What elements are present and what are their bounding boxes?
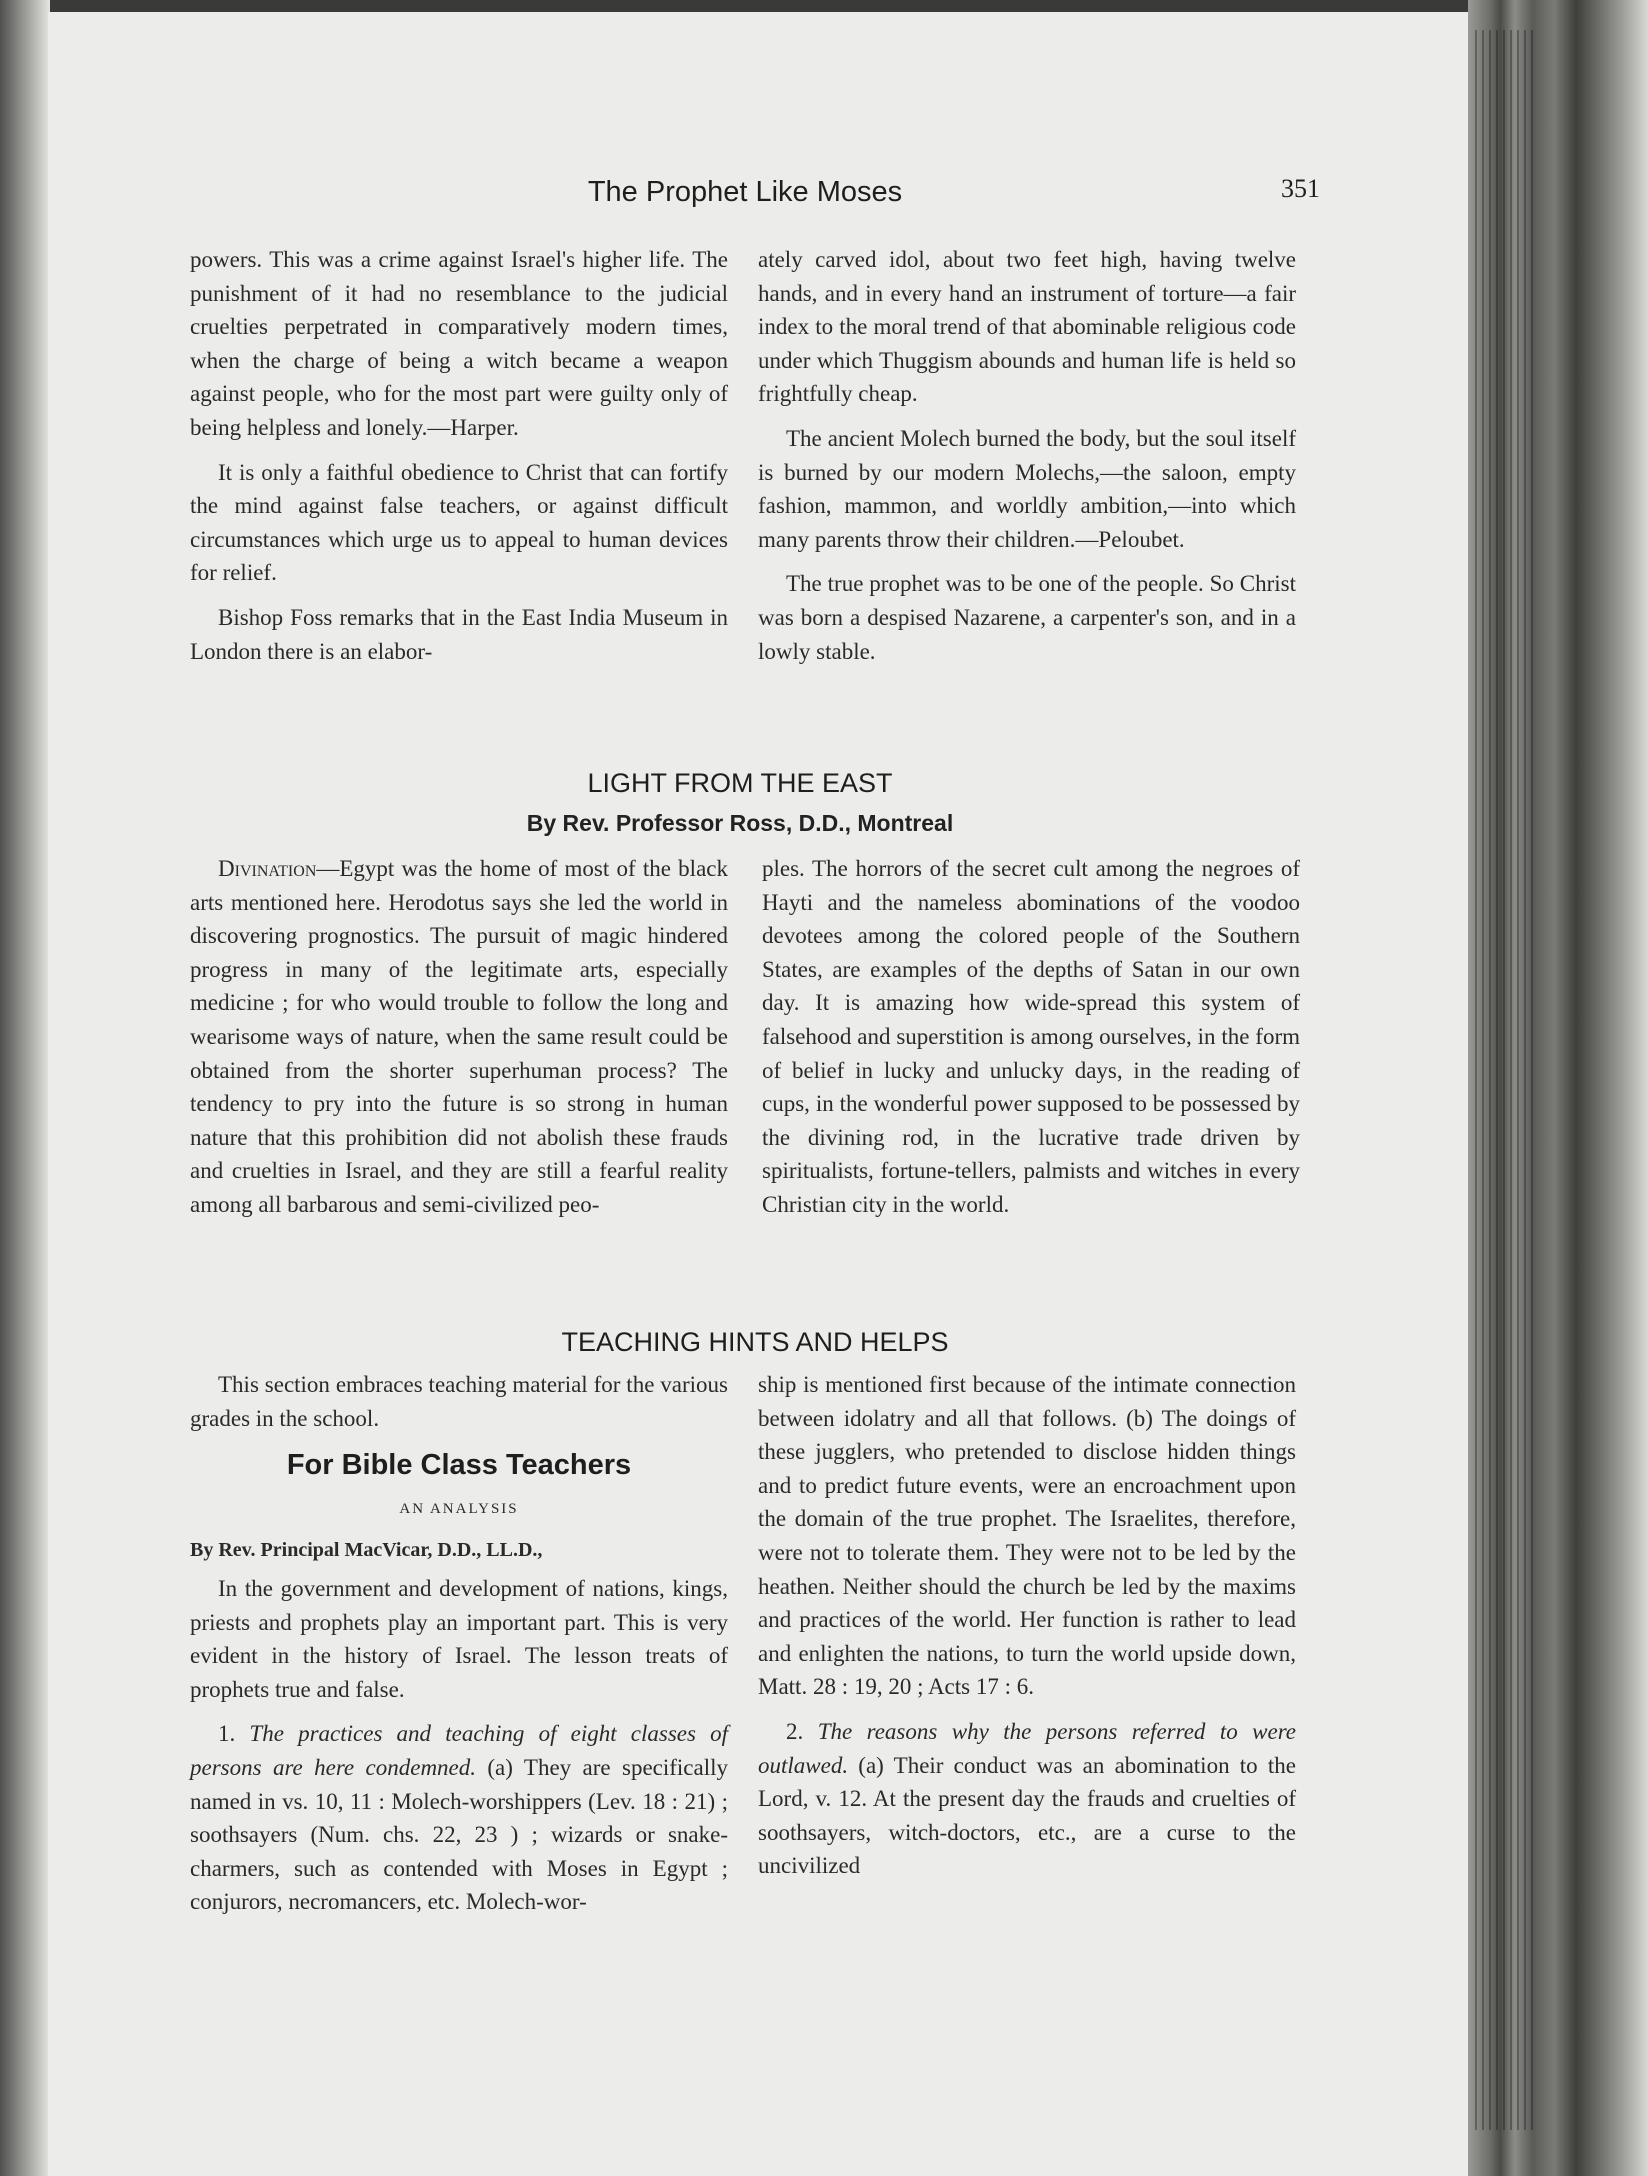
paragraph: ship is mentioned first because of the intimate connection between idolatry and all that follows. (b) The doings of these jugglers, who pretended to disclose hidden things and to predict future events, were an encroachment upon the domain of the true prophet. The Israelites, therefore, were not to tolerate them. They were not to be led by the heathen. Neither should the church be led by the maxims and practices of the world. Her function is rather to lead and enlighten the nations, to turn the world upside down, Matt. 28 : 19, 20 ; Acts 17 : 6. — [758, 1372, 1296, 1700]
subsection-byline: By Rev. Principal MacVicar, D.D., LL.D., — [190, 1539, 543, 1562]
paragraph: The true prophet was to be one of the people. So Christ was born a despised Nazarene, a carpenter's son, and in a lowly stable. — [758, 571, 1296, 664]
intro-paragraph: This section embraces teaching material for the various grades in the school. — [190, 1372, 728, 1431]
section2-left-column — [190, 852, 728, 1233]
paragraph-text: —Egypt was the home of most of the black arts mentioned here. Herodotus says she led the world in discovering prognostics. The pursuit of magic hindered progress in many of the legitimate arts, especially medicine ; for who would trouble to follow the long and wearisome ways of nature, when the same result could be obtained from the shorter superhuman process? The tendency to pry into the future is so strong in human nature that this prohibition did not abolish these frauds and cruelties in Israel, and they are still a fearful reality among all barbarous and semi-civilized peo- — [190, 856, 728, 1217]
running-header-title: The Prophet Like Moses — [587, 176, 903, 208]
item-number: 1. — [218, 1721, 236, 1747]
analysis-label: AN ANALYSIS — [399, 1500, 519, 1517]
page-number: 351 — [1281, 174, 1320, 203]
subsection-title: For Bible Class Teachers — [286, 1449, 632, 1482]
item-heading: The reasons why the persons referred to were outlawed. — [758, 1718, 1297, 1778]
paragraph: ples. The horrors of the secret cult among the negroes of Hayti and the nameless abominations of the voodoo devotees among the colored people of the Southern States, are examples of the depths of Satan in our own day. It is amazing how wide-spread this system of falsehood and superstition is among ourselves, in the form of belief in lucky and unlucky days, in the reading of cups, in the wonderful power supposed to be possessed by the divining rod, in the lucrative trade driven by spiritualists, fortune-tellers, palmists and witches in every Christian city in the world. — [762, 856, 1300, 1217]
paragraph: Bishop Foss remarks that in the East India Museum in London there is an elabor- — [190, 604, 728, 664]
section-title-teaching-hints: TEACHING HINTS AND HELPS — [561, 1327, 949, 1357]
scan-edge-left — [0, 0, 50, 2176]
item-number: 2. — [786, 1718, 804, 1744]
section3-left-column — [190, 1368, 728, 1930]
list-item — [758, 1715, 1296, 1883]
section1-left-column — [190, 243, 728, 679]
lead-word: Divination — [218, 856, 317, 881]
item-text: (a) They are specifically named in vs. 10, 11 : Molech-worshippers (Lev. 18 : 21) ; soothsayers (Num. chs. 22, 23 ) ; wizards or snake-charmers, such as contended with Moses in Egypt ; conjurors, necromancers, etc. Molech-wor- — [190, 1754, 728, 1915]
section-title-light-from-the-east: LIGHT FROM THE EAST — [587, 768, 893, 798]
section2-right-column — [762, 852, 1300, 1233]
list-item — [190, 1717, 728, 1919]
item-text: (a) Their conduct was an abomination to the Lord, v. 12. At the present day the frauds and cruelties of soothsayers, witch-doctors, etc., are a curse to the uncivilized — [758, 1752, 1296, 1879]
paragraph: The ancient Molech burned the body, but the soul itself is burned by our modern Molechs,—the saloon, empty fashion, mammon, and worldly ambition,—into which many parents throw their children.—Peloubet. — [758, 425, 1296, 552]
section2-byline: By Rev. Professor Ross, D.D., Montreal — [526, 810, 954, 836]
paragraph: It is only a faithful obedience to Christ that can fortify the mind against false teachers, or against difficult circumstances which urge us to appeal to human devices for relief. — [190, 459, 728, 586]
section3-right-column — [758, 1368, 1296, 1894]
paragraph: powers. This was a crime against Israel's higher life. The punishment of it had no resemblance to the judicial cruelties perpetrated in comparatively modern times, when the charge of being a witch became a weapon against people, who for the most part were guilty only of being helpless and lonely.—Harper. — [190, 247, 728, 440]
section1-right-column — [758, 243, 1296, 679]
paragraph — [190, 852, 728, 1222]
item-heading: The practices and teaching of eight classes of persons are here condemned. — [190, 1721, 729, 1780]
page-edges — [1475, 30, 1535, 2130]
paragraph: ately carved idol, about two feet high, having twelve hands, and in every hand an instrument of torture—a fair index to the moral trend of that abominable religious code under which Thuggism abounds and human life is held so frightfully cheap. — [758, 247, 1296, 407]
paragraph: In the government and development of nations, kings, priests and prophets play an important part. This is very evident in the history of Israel. The lesson treats of prophets true and false. — [190, 1575, 728, 1702]
